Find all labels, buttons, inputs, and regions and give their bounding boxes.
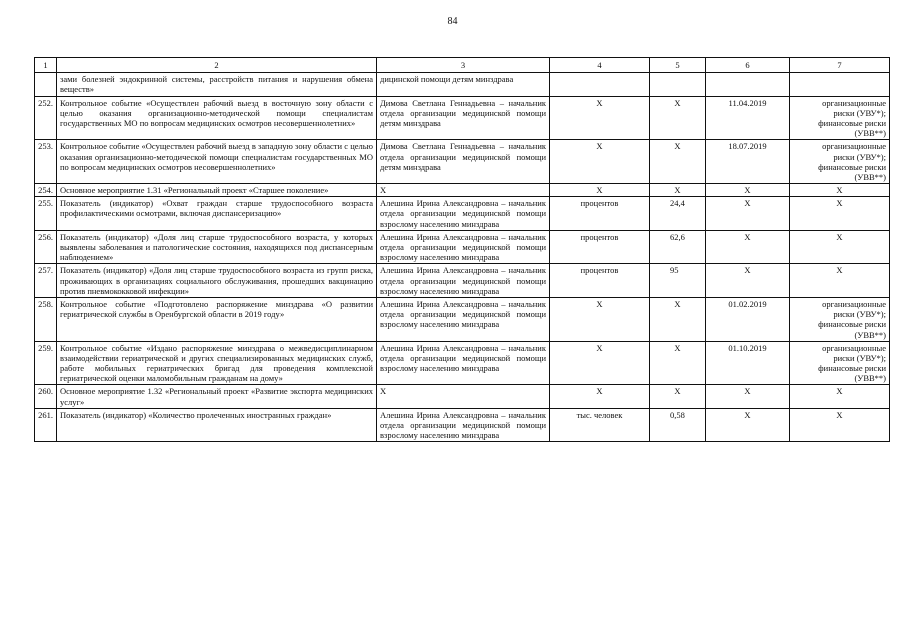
risk-line: (УВВ**)	[854, 329, 886, 340]
risk-cell	[790, 197, 890, 231]
responsible-person: Алешина Ирина Александровна – начальник отдела организации медицинской помощи взрослому населению минздрава	[377, 297, 550, 341]
responsible-person: Алешина Ирина Александровна – начальник отдела организации медицинской помощи взрослому населению минздрава	[377, 197, 550, 231]
unit-of-measure: X	[550, 341, 650, 385]
event-description: Показатель (индикатор) «Количество пролеченных иностранных граждан»	[57, 408, 377, 442]
risk-line: организационные	[822, 141, 886, 152]
risk-cell	[790, 264, 890, 298]
row-number	[35, 73, 57, 96]
risk-cell	[790, 408, 890, 442]
event-description: зами болезней эндокринной системы, расстройств питания и нарушения обмена веществ»	[57, 73, 377, 96]
risk-line: риски (УВУ*);	[833, 352, 886, 363]
target-value: X	[650, 297, 706, 341]
target-value: X	[650, 96, 706, 140]
risk-line: финансовые риски	[818, 161, 886, 172]
risk-line: (УВВ**)	[854, 128, 886, 139]
risk-line: финансовые риски	[818, 363, 886, 374]
risk-cell	[790, 96, 890, 140]
risk-line: (УВВ**)	[854, 373, 886, 384]
deadline-date: X	[706, 184, 790, 197]
unit-of-measure: X	[550, 297, 650, 341]
row-number: 258.	[35, 297, 57, 341]
table-row	[35, 385, 890, 408]
risk-cell	[790, 73, 890, 96]
risk-line: риски (УВУ*);	[833, 107, 886, 118]
header-col-3: 3	[377, 58, 550, 73]
responsible-person: X	[377, 184, 550, 197]
responsible-person: Димова Светлана Геннадьевна – начальник отдела организации медицинской помощи детям минздрава	[377, 140, 550, 184]
deadline-date: 01.10.2019	[706, 341, 790, 385]
risk-line: организационные	[822, 298, 886, 309]
unit-of-measure: процентов	[550, 197, 650, 231]
unit-of-measure: X	[550, 385, 650, 408]
target-value: 62,6	[650, 230, 706, 264]
deadline-date: 18.07.2019	[706, 140, 790, 184]
risk-line: X	[836, 198, 843, 209]
event-description: Показатель (индикатор) «Доля лиц старше трудоспособного возраста из групп риска, проживающих в организациях социального обслуживания, прошедших вакцинацию против пневмококковой инфекции»	[57, 264, 377, 298]
row-number: 259.	[35, 341, 57, 385]
risk-line: X	[836, 265, 843, 276]
header-col-2: 2	[57, 58, 377, 73]
risk-line: риски (УВУ*);	[833, 309, 886, 320]
unit-of-measure: процентов	[550, 230, 650, 264]
header-col-5: 5	[650, 58, 706, 73]
responsible-person: Алешина Ирина Александровна – начальник отдела организации медицинской помощи взрослому населению минздрава	[377, 408, 550, 442]
table-row	[35, 184, 890, 197]
row-number: 256.	[35, 230, 57, 264]
unit-of-measure: X	[550, 184, 650, 197]
target-value: X	[650, 385, 706, 408]
header-col-7: 7	[790, 58, 890, 73]
target-value: 95	[650, 264, 706, 298]
table-body	[35, 73, 890, 442]
risk-line: X	[836, 386, 843, 397]
deadline-date: X	[706, 264, 790, 298]
target-value: X	[650, 140, 706, 184]
row-number: 252.	[35, 96, 57, 140]
table-row	[35, 73, 890, 96]
table-row	[35, 264, 890, 298]
target-value: 0,58	[650, 408, 706, 442]
responsible-person: X	[377, 385, 550, 408]
target-value: X	[650, 184, 706, 197]
target-value	[650, 73, 706, 96]
table-header-row	[35, 58, 890, 73]
risk-cell	[790, 385, 890, 408]
event-description: Основное мероприятие 1.31 «Региональный проект «Старшее поколение»	[57, 184, 377, 197]
risk-cell	[790, 140, 890, 184]
responsible-person: Алешина Ирина Александровна – начальник отдела организации медицинской помощи взрослому населению минздрава	[377, 230, 550, 264]
event-description: Контрольное событие «Издано распоряжение минздрава о межведисциплинарном взаимодействии гериатрической и других специализированных медицинских служб, работе мобильных гериатрических бригад для проведения комплексной гериатрической оценки маломобильным гражданам на дому»	[57, 341, 377, 385]
table-row	[35, 230, 890, 264]
deadline-date: 01.02.2019	[706, 297, 790, 341]
event-description: Показатель (индикатор) «Доля лиц старше трудоспособного возраста, у которых выявлены заболевания и патологические состояния, находящихся под диспансерным наблюдением»	[57, 230, 377, 264]
deadline-date: 11.04.2019	[706, 96, 790, 140]
unit-of-measure: процентов	[550, 264, 650, 298]
event-description: Показатель (индикатор) «Охват граждан старше трудоспособного возраста профилактическими осмотрами, включая диспансеризацию»	[57, 197, 377, 231]
deadline-date	[706, 73, 790, 96]
deadline-date: X	[706, 197, 790, 231]
risk-cell	[790, 184, 890, 197]
risk-line: X	[836, 185, 843, 196]
header-col-6: 6	[706, 58, 790, 73]
table-row	[35, 341, 890, 385]
row-number: 253.	[35, 140, 57, 184]
unit-of-measure: X	[550, 96, 650, 140]
risk-cell	[790, 230, 890, 264]
deadline-date: X	[706, 385, 790, 408]
events-table	[34, 57, 890, 442]
table-row	[35, 408, 890, 442]
row-number: 257.	[35, 264, 57, 298]
risk-line: финансовые риски	[818, 117, 886, 128]
unit-of-measure: тыс. человек	[550, 408, 650, 442]
responsible-person: Димова Светлана Геннадьевна – начальник отдела организации медицинской помощи детям минздрава	[377, 96, 550, 140]
risk-cell	[790, 341, 890, 385]
target-value: 24,4	[650, 197, 706, 231]
table-row	[35, 197, 890, 231]
event-description: Контрольное событие «Осуществлен рабочий выезд в восточную зону области с целью оказания организационно-методической помощи специалистам государственных МО по вопросам медицинских осмотров несовершеннолетних»	[57, 96, 377, 140]
event-description: Контрольное событие «Подготовлено распоряжение минздрава «О развитии гериатрической службы в Оренбургской области в 2019 году»	[57, 297, 377, 341]
risk-line: риски (УВУ*);	[833, 151, 886, 162]
row-number: 254.	[35, 184, 57, 197]
row-number: 255.	[35, 197, 57, 231]
responsible-person: дицинской помощи детям минздрава	[377, 73, 550, 96]
event-description: Контрольное событие «Осуществлен рабочий выезд в западную зону области с целью оказания организационно-методической помощи специалистам государственных МО по вопросам медицинских осмотров несовершеннолетних»	[57, 140, 377, 184]
deadline-date: X	[706, 230, 790, 264]
risk-line: X	[836, 409, 843, 420]
row-number: 260.	[35, 385, 57, 408]
target-value: X	[650, 341, 706, 385]
event-description: Основное мероприятие 1.32 «Региональный проект «Развитие экспорта медицинских услуг»	[57, 385, 377, 408]
row-number: 261.	[35, 408, 57, 442]
table-row	[35, 140, 890, 184]
risk-cell	[790, 297, 890, 341]
unit-of-measure: X	[550, 140, 650, 184]
risk-line: организационные	[822, 342, 886, 353]
risk-line: финансовые риски	[818, 319, 886, 330]
deadline-date: X	[706, 408, 790, 442]
risk-line: организационные	[822, 97, 886, 108]
table-row	[35, 96, 890, 140]
responsible-person: Алешина Ирина Александровна – начальник отдела организации медицинской помощи взрослому населению минздрава	[377, 264, 550, 298]
risk-line: X	[836, 231, 843, 242]
header-col-4: 4	[550, 58, 650, 73]
table-row	[35, 297, 890, 341]
header-col-1: 1	[35, 58, 57, 73]
unit-of-measure	[550, 73, 650, 96]
risk-line: (УВВ**)	[854, 171, 886, 182]
page-number: 84	[447, 16, 458, 27]
responsible-person: Алешина Ирина Александровна – начальник отдела организации медицинской помощи взрослому населению минздрава	[377, 341, 550, 385]
